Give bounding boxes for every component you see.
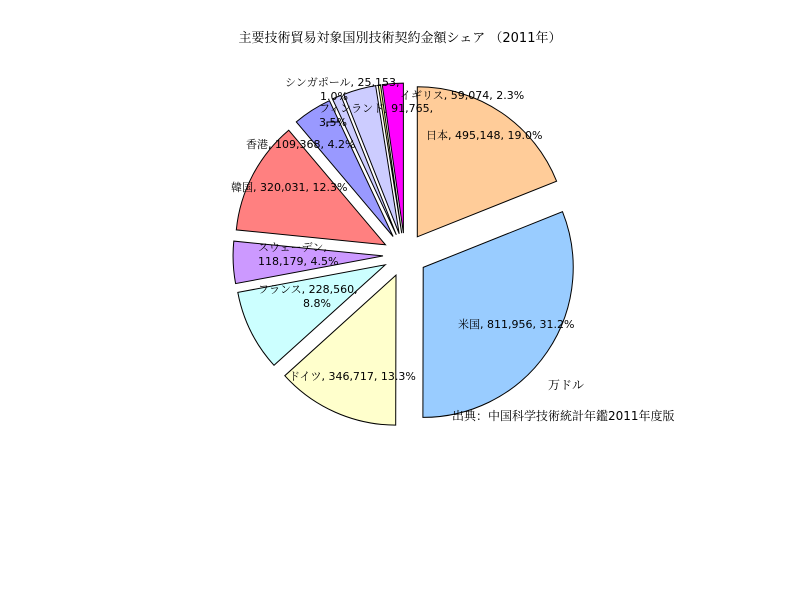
slice-label-line: イギリス, 59,074, 2.3% [400,89,525,102]
source-note: 出典：中国科学技術統計年鑑2011年度版 [452,409,675,423]
slice-label-line: 韓国, 320,031, 12.3% [231,181,348,194]
slice-label-6 [231,180,347,194]
slice-label-line: フランス, 228,560, [258,283,358,296]
unit-label: 万ドル [548,378,585,392]
slice-label-line: 3.5% [319,116,347,129]
slice-label-3 [289,370,416,383]
slice-label-line: 1.0% [320,90,348,103]
slice-label-line: 118,179, 4.5% [258,255,339,268]
slice-label-11 [400,89,524,102]
slice-label-line: ドイツ, 346,717, 13.3% [289,370,416,383]
slice-label-line: フィンランド, 91,765, [319,102,434,115]
slice-label-line: 香港, 109,368, 4.2% [246,138,356,151]
slice-label-1 [426,128,542,142]
slice-label-7 [246,137,355,151]
pie-slice-1 [417,87,556,237]
slice-label-line: 8.8% [303,297,331,310]
chart-title: 主要技術貿易対象国別技術契約金額シェア （2011年） [238,31,562,46]
slice-label-2 [458,317,574,331]
slice-label-line: スウェーデン, [258,241,327,254]
slice-label-line: 日本, 495,148, 19.0% [426,129,543,142]
slice-label-line: 米国, 811,956, 31.2% [458,318,575,331]
slice-label-5 [258,241,338,268]
slice-label-line: シンガポール, 25,153, [285,76,400,89]
